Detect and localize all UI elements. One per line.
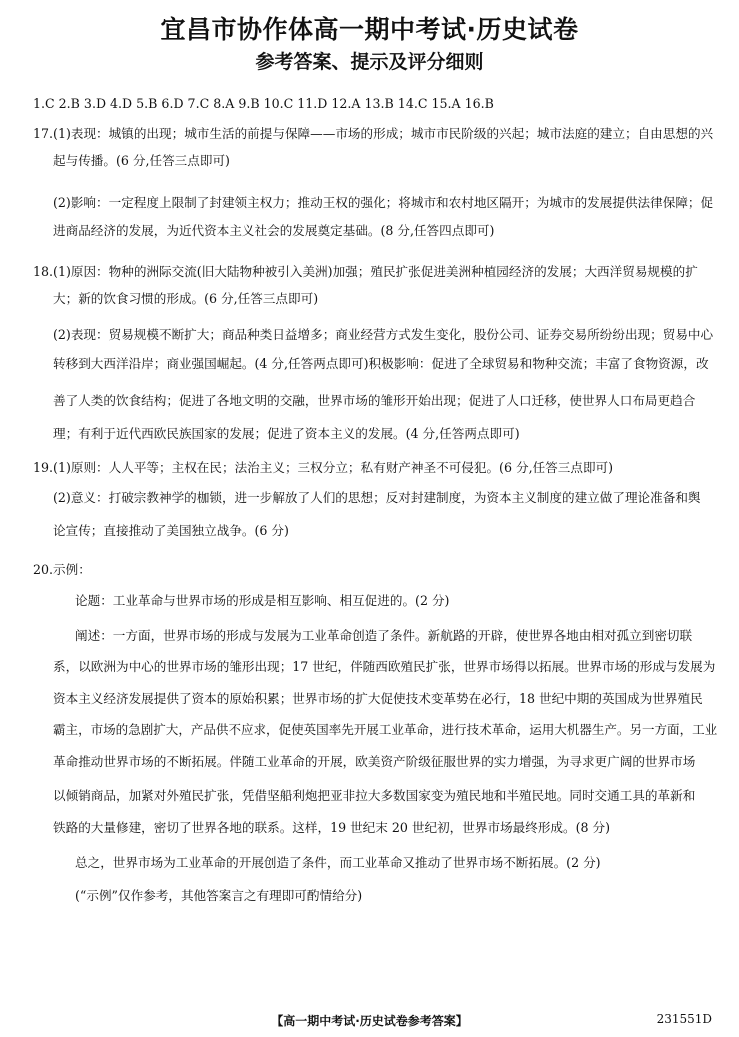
q18-part1-line1: 18.(1)原因：物种的洲际交流(旧大陆物种被引入美洲)加强；殖民扩张促进美洲种植园经济的发展；大西洋贸易规模的扩 <box>33 264 698 279</box>
q18-part2-line2: 转移到大西洋沿岸；商业强国崛起。(4 分,任答两点即可)积极影响：促进了全球贸易和物种交流；丰富了食物资源，改 <box>53 356 709 371</box>
q20-summary: 总之，世界市场为工业革命的开展创造了条件，而工业革命又推动了世界市场不断拓展。(2 分) <box>75 855 601 870</box>
multiple-choice-answers: 1.C 2.B 3.D 4.D 5.B 6.D 7.C 8.A 9.B 10.C 11.D 12.A 13.B 14.C 15.A 16.B <box>33 96 494 111</box>
q18-part2-line3: 善了人类的饮食结构；促进了各地文明的交融，世界市场的雏形开始出现；促进了人口迁移，使世界人口布局更趋合 <box>53 393 696 408</box>
page-subtitle: 参考答案、提示及评分细则 <box>255 51 484 73</box>
q20-argument-line2: 系，以欧洲为中心的世界市场的雏形出现；17 世纪，伴随西欧殖民扩张，世界市场得以拓展。世界市场的形成与发展为 <box>53 659 716 674</box>
q20-argument-line4: 霸主，市场的急剧扩大，产品供不应求，促使英国率先开展工业革命，进行技术革命，运用大机器生产。另一方面，工业 <box>53 722 718 737</box>
q18-part2-line1: (2)表现：贸易规模不断扩大；商品种类日益增多；商业经营方式发生变化，股份公司、证券交易所纷纷出现；贸易中心 <box>53 327 714 342</box>
q20-note: (“示例”仅作参考，其他答案言之有理即可酌情给分) <box>75 888 363 903</box>
q17-part1-line2: 起与传播。(6 分,任答三点即可) <box>53 153 230 168</box>
document-code: 231551D <box>656 1012 712 1026</box>
q19-part2-line1: (2)意义：打破宗教神学的枷锁，进一步解放了人们的思想；反对封建制度，为资本主义制度的建立做了理论准备和舆 <box>53 490 701 505</box>
page-footer: 【高一期中考试·历史试卷参考答案】 <box>271 1014 468 1028</box>
q17-part2-line2: 进商品经济的发展，为近代资本主义社会的发展奠定基础。(8 分,任答四点即可) <box>53 223 495 238</box>
q20-heading: 20.示例： <box>33 562 91 577</box>
page-title: 宜昌市协作体高一期中考试·历史试卷 <box>160 15 579 44</box>
q20-argument-line5: 革命推动世界市场的不断拓展。伴随工业革命的开展，欧美资产阶级征服世界的实力增强，为寻求更广阔的世界市场 <box>53 754 696 769</box>
q20-argument-line3: 资本主义经济发展提供了资本的原始积累；世界市场的扩大促使技术变革势在必行，18 世纪中期的英国成为世界殖民 <box>53 691 703 706</box>
q20-argument-line6: 以倾销商品，加紧对外殖民扩张，凭借坚船利炮把亚非拉大多数国家变为殖民地和半殖民地。同时交通工具的革新和 <box>53 788 696 803</box>
q19-part2-line2: 论宣传；直接推动了美国独立战争。(6 分) <box>53 523 289 538</box>
q18-part1-line2: 大；新的饮食习惯的形成。(6 分,任答三点即可) <box>53 291 319 306</box>
q20-thesis: 论题：工业革命与世界市场的形成是相互影响、相互促进的。(2 分) <box>75 593 450 608</box>
q20-argument-line1: 阐述：一方面，世界市场的形成与发展为工业革命创造了条件。新航路的开辟，使世界各地由相对孤立到密切联 <box>75 628 693 643</box>
q17-part2-line1: (2)影响：一定程度上限制了封建领主权力；推动王权的强化；将城市和农村地区隔开；为城市的发展提供法律保障；促 <box>53 195 714 210</box>
q20-argument-line7: 铁路的大量修建，密切了世界各地的联系。这样，19 世纪末 20 世纪初，世界市场最终形成。(8 分) <box>53 820 611 835</box>
q18-part2-line4: 理；有利于近代西欧民族国家的发展；促进了资本主义的发展。(4 分,任答两点即可) <box>53 426 520 441</box>
q17-part1-line1: 17.(1)表现：城镇的出现；城市生活的前提与保障——市场的形成；城市市民阶级的兴起；城市法庭的建立；自由思想的兴 <box>33 126 714 141</box>
q19-part1-line1: 19.(1)原则：人人平等；主权在民；法治主义；三权分立；私有财产神圣不可侵犯。(6 分,任答三点即可) <box>33 460 614 475</box>
